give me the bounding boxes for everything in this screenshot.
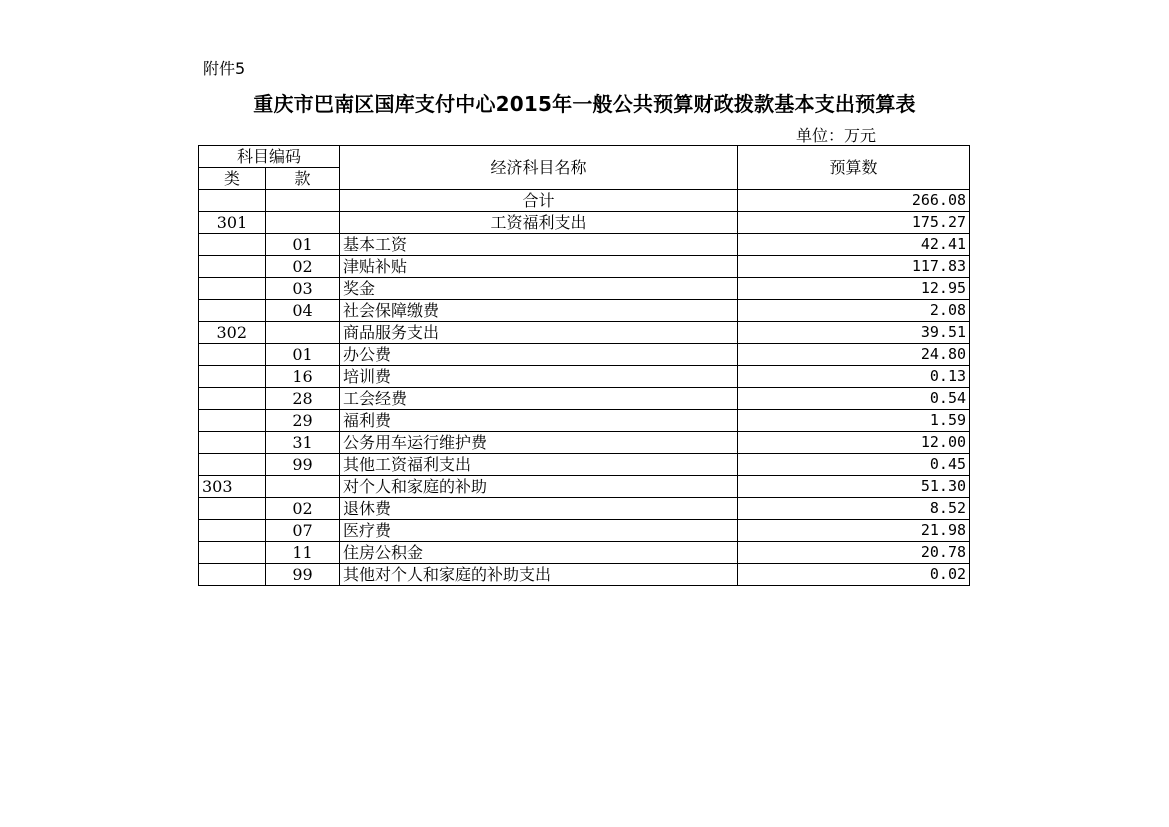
item-cell (266, 190, 340, 212)
amount-cell: 1.59 (738, 410, 970, 432)
table-row (199, 476, 970, 498)
item-cell: 01 (266, 344, 340, 366)
name-cell: 退休费 (340, 498, 738, 520)
item-cell: 99 (266, 564, 340, 586)
amount-cell: 0.45 (738, 454, 970, 476)
name-cell: 住房公积金 (340, 542, 738, 564)
name-cell: 商品服务支出 (340, 322, 738, 344)
item-cell (266, 322, 340, 344)
table-row (199, 256, 970, 278)
name-cell: 奖金 (340, 278, 738, 300)
budget-table (198, 145, 970, 586)
class-cell: 302 (199, 322, 266, 344)
class-cell (199, 278, 266, 300)
name-cell: 福利费 (340, 410, 738, 432)
item-cell: 99 (266, 454, 340, 476)
header-row-1 (199, 146, 970, 168)
attachment-label: 附件5 (203, 59, 246, 78)
amount-cell: 51.30 (738, 476, 970, 498)
table-row (199, 388, 970, 410)
class-cell (199, 454, 266, 476)
item-cell: 03 (266, 278, 340, 300)
table-row (199, 300, 970, 322)
table-row (199, 322, 970, 344)
class-cell (199, 366, 266, 388)
class-cell (199, 410, 266, 432)
name-cell: 其他工资福利支出 (340, 454, 738, 476)
table-row (199, 432, 970, 454)
item-cell: 16 (266, 366, 340, 388)
name-cell: 对个人和家庭的补助 (340, 476, 738, 498)
class-cell (199, 432, 266, 454)
name-cell: 社会保障缴费 (340, 300, 738, 322)
class-cell (199, 300, 266, 322)
item-cell: 29 (266, 410, 340, 432)
amount-cell: 0.54 (738, 388, 970, 410)
name-cell: 医疗费 (340, 520, 738, 542)
table-row (199, 344, 970, 366)
name-cell: 公务用车运行维护费 (340, 432, 738, 454)
name-cell: 培训费 (340, 366, 738, 388)
class-cell (199, 256, 266, 278)
amount-cell: 12.00 (738, 432, 970, 454)
class-cell (199, 344, 266, 366)
amount-cell: 21.98 (738, 520, 970, 542)
class-cell: 301 (199, 212, 266, 234)
header-code-group: 科目编码 (199, 146, 340, 168)
table-row (199, 564, 970, 586)
page-title: 重庆市巴南区国库支付中心2015年一般公共预算财政拨款基本支出预算表 (253, 92, 916, 116)
amount-cell: 42.41 (738, 234, 970, 256)
amount-cell: 12.95 (738, 278, 970, 300)
class-cell (199, 498, 266, 520)
name-cell: 基本工资 (340, 234, 738, 256)
table-row (199, 190, 970, 212)
item-cell: 04 (266, 300, 340, 322)
amount-cell: 24.80 (738, 344, 970, 366)
table-row (199, 498, 970, 520)
class-cell (199, 388, 266, 410)
table-row (199, 234, 970, 256)
item-cell: 11 (266, 542, 340, 564)
item-cell: 02 (266, 256, 340, 278)
item-cell (266, 212, 340, 234)
table-row (199, 520, 970, 542)
table-row (199, 212, 970, 234)
name-cell: 津贴补贴 (340, 256, 738, 278)
item-cell: 31 (266, 432, 340, 454)
header-item: 款 (266, 168, 340, 190)
table-row (199, 542, 970, 564)
amount-cell: 0.13 (738, 366, 970, 388)
class-cell (199, 542, 266, 564)
class-cell (199, 520, 266, 542)
table-row (199, 410, 970, 432)
class-cell (199, 234, 266, 256)
item-cell: 01 (266, 234, 340, 256)
header-name: 经济科目名称 (340, 146, 738, 190)
class-cell: 303 (199, 476, 266, 498)
amount-cell: 20.78 (738, 542, 970, 564)
amount-cell: 266.08 (738, 190, 970, 212)
amount-cell: 0.02 (738, 564, 970, 586)
table-row (199, 454, 970, 476)
amount-cell: 117.83 (738, 256, 970, 278)
amount-cell: 39.51 (738, 322, 970, 344)
name-cell: 合计 (340, 190, 738, 212)
item-cell: 02 (266, 498, 340, 520)
name-cell: 其他对个人和家庭的补助支出 (340, 564, 738, 586)
amount-cell: 8.52 (738, 498, 970, 520)
item-cell: 07 (266, 520, 340, 542)
class-cell (199, 564, 266, 586)
item-cell: 28 (266, 388, 340, 410)
name-cell: 工会经费 (340, 388, 738, 410)
item-cell (266, 476, 340, 498)
unit-label: 单位：万元 (796, 126, 877, 145)
name-cell: 工资福利支出 (340, 212, 738, 234)
table-row (199, 278, 970, 300)
header-class: 类 (199, 168, 266, 190)
header-amount: 预算数 (738, 146, 970, 190)
name-cell: 办公费 (340, 344, 738, 366)
amount-cell: 175.27 (738, 212, 970, 234)
table-row (199, 366, 970, 388)
amount-cell: 2.08 (738, 300, 970, 322)
class-cell (199, 190, 266, 212)
